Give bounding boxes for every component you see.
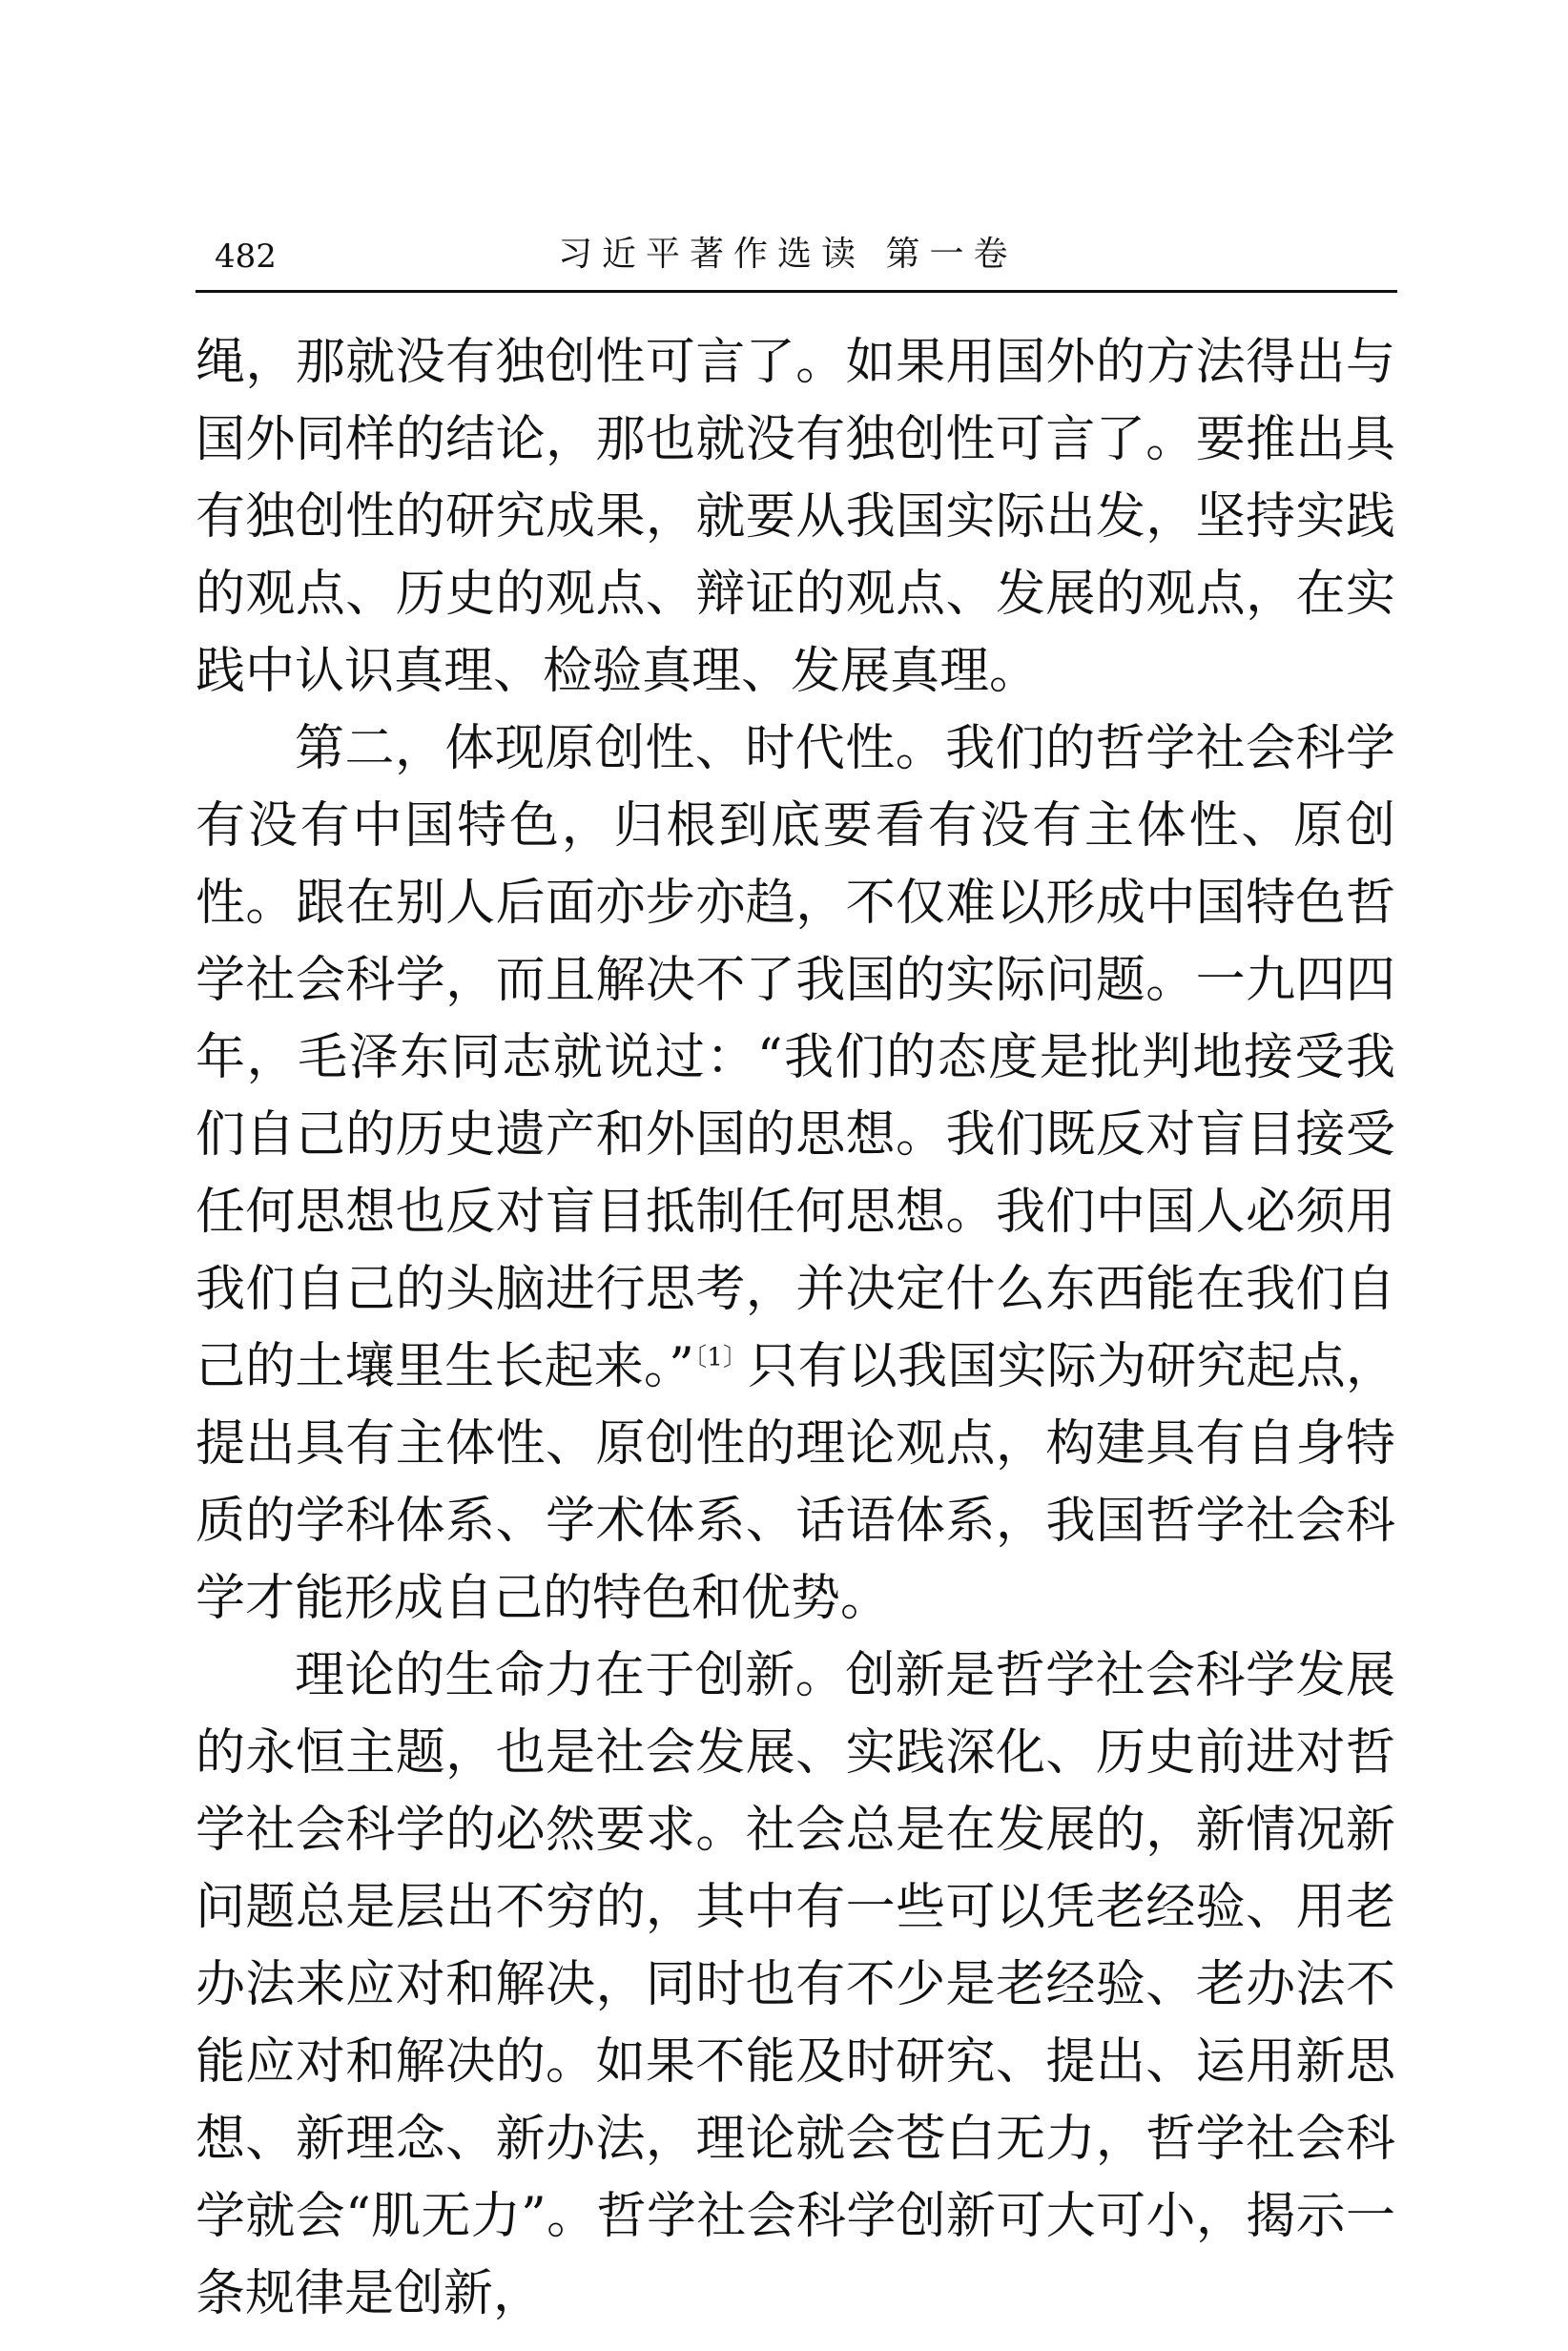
footnote-reference: 〔1〕 (693, 1343, 749, 1372)
header-rule (196, 290, 1397, 293)
page-number: 482 (215, 237, 277, 276)
paragraph-text: 第二，体现原创性、时代性。我们的哲学社会科学有没有中国特色，归根到底要看有没有主体性、原创性。跟在别人后面亦步亦趋，不仅难以形成中国特色哲学社会科学，而且解决不了我国的实际问题。一九四四年，毛泽东同志就说过：“我们的态度是批判地接受我们自己的历史遗产和外国的思想。我们既反对盲目接受任何思想也反对盲目抵制任何思想。我们中国人必须用我们自己的头脑进行思考，并决定什么东西能在我们自己的土壤里生长起来。” (196, 720, 1395, 1395)
paragraph-innovation: 理论的生命力在于创新。创新是哲学社会科学发展的永恒主题，也是社会发展、实践深化、历史前进对哲学社会科学的必然要求。社会总是在发展的，新情况新问题总是层出不穷的，其中有一些可以凭老经验、用老办法来应对和解决，同时也有不少是老经验、老办法不能应对和解决的。如果不能及时研究、提出、运用新思想、新理念、新办法，理论就会苍白无力，哲学社会科学就会“肌无力”。哲学社会科学创新可大可小，揭示一条规律是创新， (196, 1647, 1395, 2322)
page-header (196, 227, 1397, 284)
running-title: 习近平著作选读 第一卷 (558, 235, 1018, 274)
paragraph-second-point (196, 711, 1395, 1638)
paragraph-continuation: 绳，那就没有独创性可言了。如果用国外的方法得出与国外同样的结论，那也就没有独创性可言了。要推出具有独创性的研究成果，就要从我国实际出发，坚持实践的观点、历史的观点、辩证的观点、发展的观点，在实践中认识真理、检验真理、发展真理。 (196, 334, 1395, 700)
body-text (196, 324, 1395, 2322)
paragraph-text: 只有以我国实际为研究起点，提出具有主体性、原创性的理论观点，构建具有自身特质的学科体系、学术体系、话语体系，我国哲学社会科学才能形成自己的特色和优势。 (196, 1338, 1395, 1627)
